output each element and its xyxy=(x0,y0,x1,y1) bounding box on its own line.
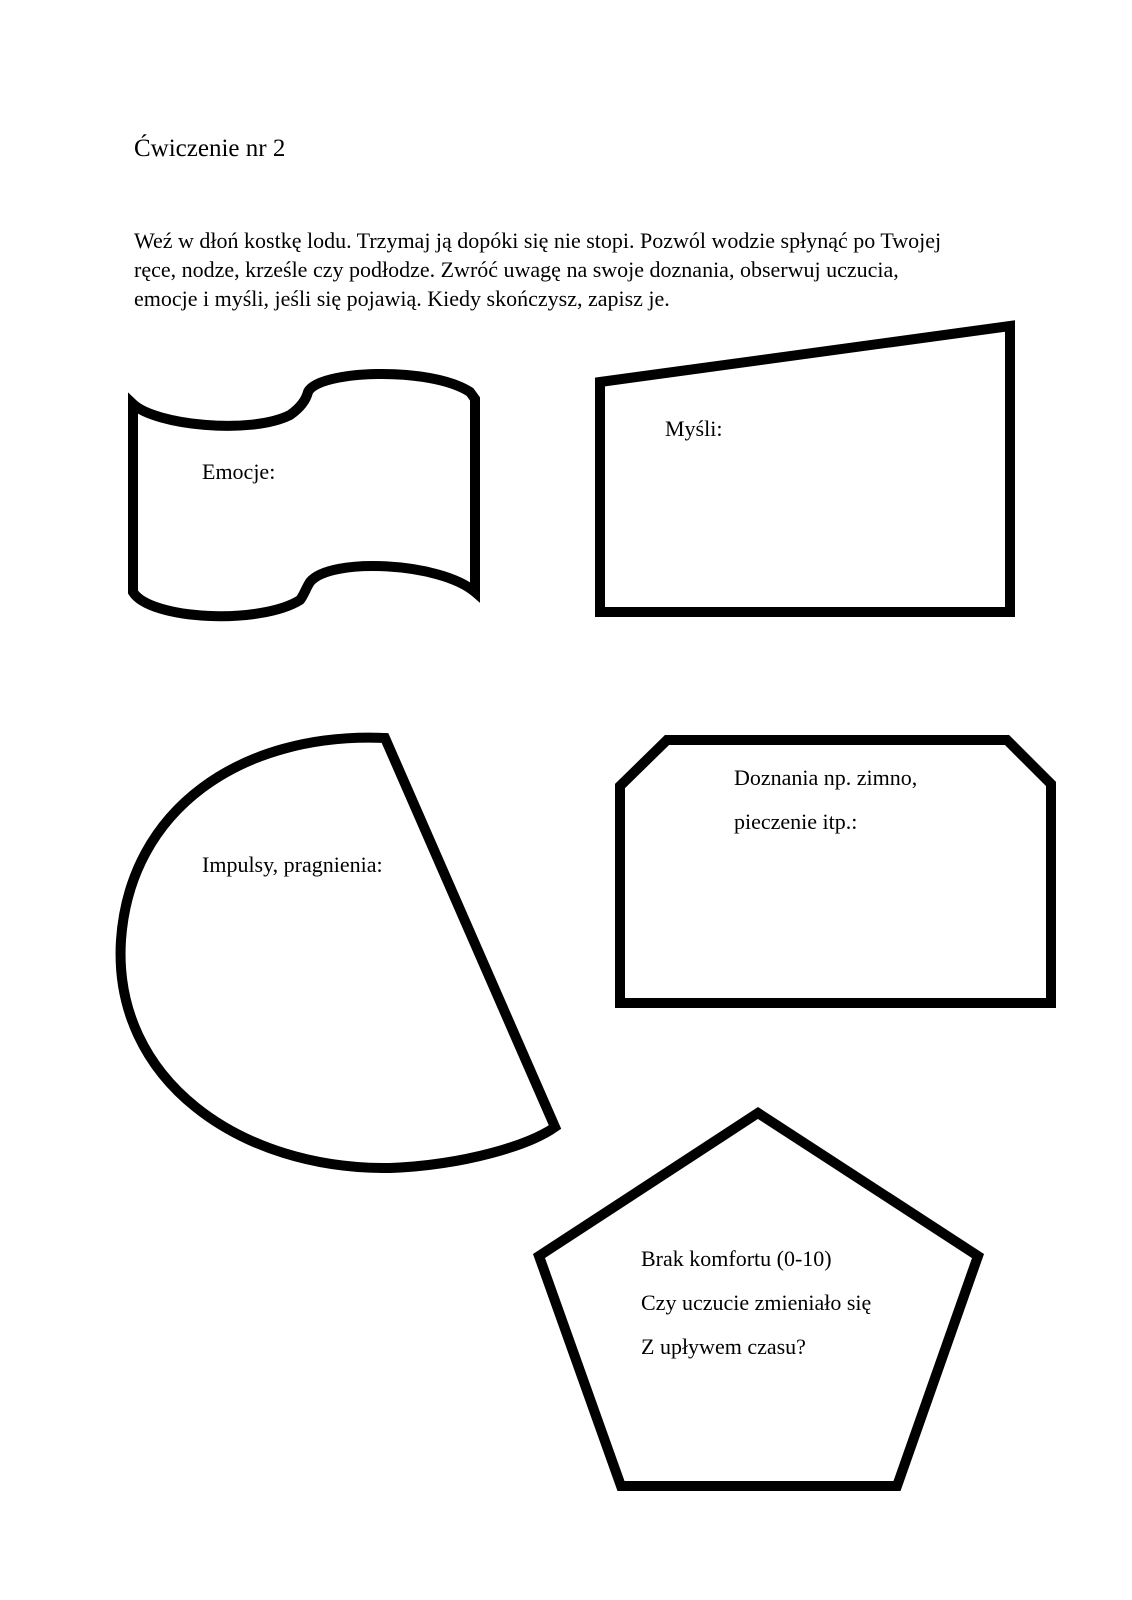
sensations-label-line1: Doznania np. zimno, xyxy=(734,765,918,790)
instruction-line: ręce, nodze, krześle czy podłodze. Zwróć uwagę na swoje doznania, obserwuj uczucia, xyxy=(134,257,899,282)
sensations-label-line2: pieczenie itp.: xyxy=(734,809,858,834)
thoughts-box-outline xyxy=(600,326,1010,612)
emotions-box-outline xyxy=(133,374,475,616)
thoughts-label: Myśli: xyxy=(665,416,723,441)
discomfort-label-line1: Brak komfortu (0-10) xyxy=(641,1246,832,1271)
discomfort-label-line3: Z upływem czasu? xyxy=(641,1334,806,1359)
instruction-line: Weź w dłoń kostkę lodu. Trzymaj ją dopóki się nie stopi. Pozwól wodzie spłynąć po Twojej xyxy=(134,228,942,253)
impulses-box-outline xyxy=(121,738,555,1168)
page-title: Ćwiczenie nr 2 xyxy=(134,135,286,162)
instruction-line: emocje i myśli, jeśli się pojawią. Kiedy skończysz, zapisz je. xyxy=(134,286,670,311)
discomfort-label-line2: Czy uczucie zmieniało się xyxy=(641,1290,872,1315)
emotions-label: Emocje: xyxy=(202,459,276,484)
impulses-label: Impulsy, pragnienia: xyxy=(202,852,383,877)
